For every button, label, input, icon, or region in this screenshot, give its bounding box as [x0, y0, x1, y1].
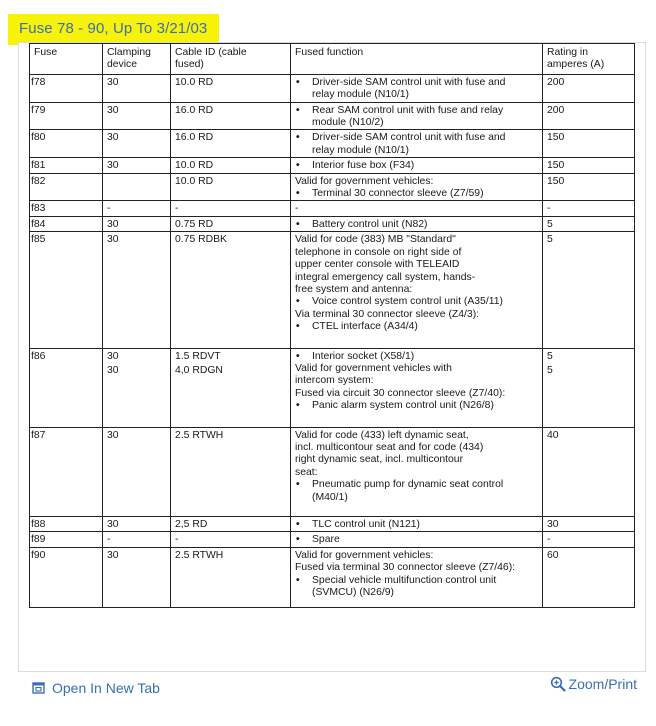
clamping-device-cell [103, 547, 171, 608]
cable-id-value: 10.0 RD [175, 160, 214, 172]
function-text: Fused via circuit 30 connector sleeve (Z7/40): [295, 387, 506, 399]
bullet-icon: • [296, 350, 300, 362]
function-bullet-item [295, 105, 539, 130]
fuse-id: f81 [31, 160, 46, 172]
function-text: telephone in console on right side of [295, 246, 462, 258]
cable-id-value: 0.75 RD [175, 218, 214, 230]
bullet-icon: • [296, 400, 300, 412]
function-text: Valid for government vehicles: [295, 175, 434, 187]
fuse-id-cell [30, 232, 103, 348]
rating-cell [543, 158, 635, 173]
table-row [30, 74, 635, 102]
bullet-icon: • [296, 188, 300, 200]
cable-id-value: 10.0 RD [175, 76, 214, 88]
rating-value: 150 [547, 160, 565, 172]
fuse-id-cell [30, 547, 103, 608]
fuse-id: f78 [31, 76, 46, 88]
clamping-device-cell [103, 216, 171, 231]
fused-function-cell [291, 130, 543, 158]
fused-function-cell [291, 102, 543, 130]
rating-cell [543, 173, 635, 201]
cable-id-cell [171, 232, 291, 348]
function-bullet-item [295, 479, 539, 504]
function-text: Special vehicle multifunction control unit [312, 574, 497, 586]
fused-function-cell [291, 348, 543, 427]
clamping-device-value: 30 [107, 364, 119, 376]
function-text: Battery control unit (N82) [312, 218, 428, 230]
function-text: Pneumatic pump for dynamic seat control [312, 479, 504, 491]
fused-function-cell [291, 232, 543, 348]
function-text: Interior fuse box (F34) [312, 160, 415, 172]
function-text: right dynamic seat, incl. multicontour [295, 454, 464, 466]
cable-id-cell [171, 348, 291, 427]
rating-cell [543, 547, 635, 608]
cable-id-value: - [175, 203, 179, 215]
fuse-id: f85 [31, 234, 46, 246]
table-row [30, 532, 635, 547]
clamping-device-cell [103, 532, 171, 547]
function-text: seat: [295, 466, 318, 478]
clamping-device-cell [103, 201, 171, 216]
fused-function-cell [291, 427, 543, 516]
function-text: (SVMCU) (N26/9) [312, 587, 394, 599]
fuse-id: f80 [31, 132, 46, 144]
fuse-id: f86 [31, 350, 46, 362]
bullet-icon: • [296, 574, 300, 586]
cable-id-value: 16.0 RD [175, 132, 214, 144]
fused-function-cell [291, 547, 543, 608]
fused-function-cell [291, 517, 543, 532]
fused-function-cell [291, 74, 543, 102]
fuse-id-cell [30, 532, 103, 547]
cable-id-cell [171, 427, 291, 516]
table-row [30, 348, 635, 427]
header-fuse: Fuse [30, 44, 103, 75]
header-cable-id: Cable ID (cable fused) [171, 44, 291, 75]
fused-function-cell [291, 532, 543, 547]
table-row [30, 201, 635, 216]
function-text: (M40/1) [312, 491, 348, 503]
clamping-device-cell [103, 102, 171, 130]
image-actions-bar [0, 673, 656, 703]
zoom-print-link[interactable] [550, 676, 637, 692]
fused-function-cell [291, 173, 543, 201]
cable-id-value: 16.0 RD [175, 104, 214, 116]
magnifier-icon [550, 676, 566, 692]
table-row [30, 130, 635, 158]
function-text: Interior socket (X58/1) [312, 350, 415, 362]
fuse-id-cell [30, 102, 103, 130]
rating-cell [543, 517, 635, 532]
function-text: Driver-side SAM control unit with fuse and [312, 76, 506, 88]
cable-id-value: 2,5 RD [175, 519, 208, 530]
function-text: Voice control system control unit (A35/11) [312, 296, 503, 308]
cable-id-cell [171, 532, 291, 547]
fuse-id: f82 [31, 175, 46, 187]
cable-id-cell [171, 158, 291, 173]
fuse-id-cell [30, 348, 103, 427]
cable-id-cell [171, 74, 291, 102]
fuse-table-body [30, 74, 635, 608]
rating-cell [543, 130, 635, 158]
function-text: free system and antenna: [295, 283, 413, 295]
function-text: Valid for government vehicles with [295, 362, 452, 374]
cable-id-cell [171, 547, 291, 608]
rating-cell [543, 201, 635, 216]
zoom-print-label: Zoom/Print [568, 676, 637, 692]
clamping-device-cell [103, 130, 171, 158]
clamping-device-cell [103, 74, 171, 102]
function-bullet-item [295, 575, 539, 600]
rating-value: 40 [547, 429, 559, 441]
clamping-device-cell [103, 173, 171, 201]
function-bullet-item [295, 77, 539, 102]
cable-id-cell [171, 102, 291, 130]
clamping-device-value: 30 [107, 76, 119, 88]
function-text: TLC control unit (N121) [312, 519, 420, 530]
fuse-id: f90 [31, 549, 46, 561]
rating-value: 200 [547, 76, 565, 88]
rating-value: 200 [547, 104, 565, 116]
fuse-id-cell [30, 74, 103, 102]
fuse-id-cell [30, 427, 103, 516]
cable-id-value: 1.5 RDVT [175, 350, 221, 362]
document-frame [18, 42, 646, 672]
clamping-device-cell [103, 158, 171, 173]
fuse-id-cell [30, 216, 103, 231]
function-text: Via terminal 30 connector sleeve (Z4/3): [295, 308, 480, 320]
cable-id-value: 10.0 RD [175, 175, 214, 187]
bullet-icon: • [296, 519, 300, 530]
fuse-id-cell [30, 158, 103, 173]
rating-value: 5 [547, 364, 553, 376]
table-row [30, 173, 635, 201]
fused-function-cell [291, 201, 543, 216]
function-text: relay module (N10/1) [312, 89, 410, 101]
function-text: Panic alarm system control unit (N26/8) [312, 400, 494, 412]
fuse-id: f83 [31, 203, 46, 215]
fuse-id: f88 [31, 519, 46, 530]
rating-cell [543, 74, 635, 102]
open-in-new-tab-label: Open In New Tab [52, 680, 160, 696]
table-row [30, 547, 635, 608]
table-row [30, 158, 635, 173]
function-text: Terminal 30 connector sleeve (Z7/59) [312, 188, 484, 200]
function-text: Valid for code (433) left dynamic seat, [295, 429, 469, 441]
table-row [30, 102, 635, 130]
function-bullet-item [295, 219, 539, 231]
function-text: relay module (N10/1) [312, 144, 410, 156]
clamping-device-value: 30 [107, 519, 119, 530]
cable-id-cell [171, 216, 291, 231]
function-text: intercom system: [295, 375, 374, 387]
fuse-id: f89 [31, 534, 46, 546]
fused-function-cell [291, 216, 543, 231]
bullet-icon: • [296, 132, 300, 144]
rating-value: 30 [547, 519, 559, 530]
table-row [30, 216, 635, 231]
bullet-icon: • [296, 296, 300, 308]
bullet-icon: • [296, 321, 300, 333]
cable-id-value: 2.5 RTWH [175, 549, 224, 561]
function-text: CTEL interface (A34/4) [312, 321, 418, 333]
table-row [30, 517, 635, 532]
fuse-id-cell [30, 173, 103, 201]
clamping-device-value: - [107, 203, 111, 215]
function-text: integral emergency call system, hands- [295, 271, 476, 283]
header-fused-function: Fused function [291, 44, 543, 75]
open-new-tab-icon [32, 681, 46, 695]
cable-id-value: 4,0 RDGN [175, 364, 223, 376]
function-text: module (N10/2) [312, 117, 384, 129]
rating-cell [543, 348, 635, 427]
function-text: Valid for code (383) MB "Standard" [295, 234, 456, 246]
bullet-icon: • [296, 104, 300, 116]
cable-id-value: - [175, 534, 179, 546]
cable-id-cell [171, 517, 291, 532]
rating-cell [543, 232, 635, 348]
function-text: upper center console with TELEAID [295, 259, 460, 271]
rating-cell [543, 216, 635, 231]
clamping-device-value: 30 [107, 104, 119, 116]
bullet-icon: • [296, 479, 300, 491]
fused-function-cell [291, 158, 543, 173]
rating-value: 60 [547, 549, 559, 561]
fuse-id-cell [30, 201, 103, 216]
clamping-device-value: 30 [107, 234, 119, 246]
rating-value: - [547, 203, 551, 215]
function-bullet-item [295, 132, 539, 157]
table-row [30, 232, 635, 348]
bullet-icon: • [296, 160, 300, 172]
document-image [29, 43, 635, 670]
rating-value: 150 [547, 175, 565, 187]
function-text: - [295, 203, 299, 215]
clamping-device-cell [103, 232, 171, 348]
bullet-icon: • [296, 76, 300, 88]
function-bullet-item [295, 296, 539, 308]
clamping-device-value: 30 [107, 132, 119, 144]
fuse-table [29, 43, 635, 608]
function-bullet-item [295, 351, 539, 363]
function-bullet-item [295, 534, 539, 546]
rating-value: - [547, 534, 551, 546]
function-text: Rear SAM control unit with fuse and relay [312, 104, 504, 116]
header-rating: Rating in amperes (A) [543, 44, 635, 75]
clamping-device-value: 30 [107, 350, 119, 362]
page-title: Fuse 78 - 90, Up To 3/21/03 [8, 14, 219, 45]
function-text: Fused via terminal 30 connector sleeve (Z7/46): [295, 562, 516, 574]
fuse-id: f84 [31, 218, 46, 230]
function-bullet-item [295, 400, 539, 412]
clamping-device-value: - [107, 534, 111, 546]
function-text: Driver-side SAM control unit with fuse and [312, 132, 506, 144]
fuse-id-cell [30, 130, 103, 158]
function-text: Valid for government vehicles: [295, 549, 434, 561]
table-header-row [30, 44, 635, 75]
rating-value: 5 [547, 218, 553, 230]
fuse-id: f79 [31, 104, 46, 116]
rating-value: 150 [547, 132, 565, 144]
cable-id-cell [171, 201, 291, 216]
cable-id-cell [171, 173, 291, 201]
clamping-device-cell [103, 517, 171, 532]
function-bullet-item [295, 160, 539, 172]
header-clamping-device: Clamping device [103, 44, 171, 75]
cable-id-value: 0.75 RDBK [175, 234, 227, 246]
clamping-device-value: 30 [107, 549, 119, 561]
cable-id-cell [171, 130, 291, 158]
table-row [30, 427, 635, 516]
clamping-device-value: 30 [107, 429, 119, 441]
function-bullet-item [295, 321, 539, 333]
clamping-device-cell [103, 348, 171, 427]
fuse-id: f87 [31, 429, 46, 441]
bullet-icon: • [296, 218, 300, 230]
fuse-id-cell [30, 517, 103, 532]
cable-id-value: 2.5 RTWH [175, 429, 224, 441]
function-text: incl. multicontour seat and for code (434) [295, 441, 484, 453]
rating-value: 5 [547, 234, 553, 246]
clamping-device-value: 30 [107, 218, 119, 230]
function-bullet-item [295, 519, 539, 531]
rating-cell [543, 427, 635, 516]
function-bullet-item [295, 188, 539, 200]
rating-cell [543, 532, 635, 547]
rating-cell [543, 102, 635, 130]
clamping-device-cell [103, 427, 171, 516]
open-in-new-tab-link[interactable] [32, 680, 160, 696]
rating-value: 5 [547, 350, 553, 362]
bullet-icon: • [296, 534, 300, 546]
function-text: Spare [312, 534, 340, 546]
clamping-device-value: 30 [107, 160, 119, 172]
